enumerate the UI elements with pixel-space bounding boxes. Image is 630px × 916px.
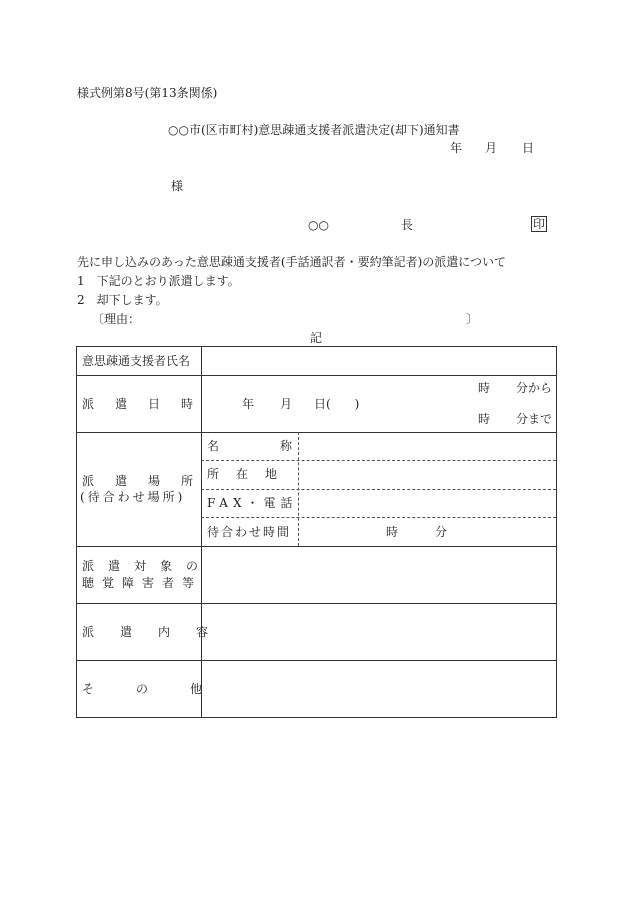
target-label-1: 派遣対象の (82, 559, 213, 573)
meet-min: 分 (435, 525, 448, 539)
page-title: ○○市(区市町村)意思疎通支援者派遣決定(却下)通知書 (168, 123, 460, 137)
option-dispatch: 1 下記のとおり派遣します。 (77, 274, 240, 288)
place-name-label: 名称 (207, 439, 354, 453)
dispatch-month: 月 (280, 397, 293, 411)
meeting-time-label: 待合わせ時間 (207, 525, 292, 539)
ki-heading: 記 (310, 331, 323, 345)
meet-hour: 時 (386, 525, 399, 539)
date-day-label: 日 (522, 141, 535, 155)
option-reject: 2 却下します。 (77, 293, 168, 307)
dispatch-day: 日( ) (314, 397, 360, 411)
place-label: 派遣場所 (82, 474, 215, 488)
supporter-name-label: 意思疎通支援者氏名 (82, 354, 191, 368)
from-hour: 時 (478, 381, 491, 395)
issuer-title: 長 (401, 218, 414, 232)
seal-mark: 印 (533, 217, 546, 231)
place-address-label: 所在地 (207, 467, 295, 481)
content-label: 派遣内容 (82, 625, 235, 639)
date-month-label: 月 (485, 141, 498, 155)
place-sub-label: (待合わせ場所) (80, 490, 186, 504)
addressee-suffix: 様 (171, 179, 184, 193)
dispatch-datetime-label: 派遣日時 (82, 397, 215, 411)
intro-text: 先に申し込みのあった意思疎通支援者(手話通訳者・要約筆記者)の派遣について (77, 255, 507, 269)
place-fax-label: FAX・電話 (207, 496, 298, 510)
dispatch-year: 年 (242, 397, 255, 411)
issuer-name: ○○ (308, 218, 329, 232)
to-hour: 時 (478, 412, 491, 426)
form-number: 様式例第8号(第13条関係) (77, 86, 218, 100)
other-label: その他 (82, 682, 245, 696)
reason-open: 〔理由： (92, 312, 141, 326)
target-label-2: 聴覚障害者等 (82, 576, 203, 590)
date-year-label: 年 (450, 141, 463, 155)
reason-close: 〕 (466, 312, 479, 326)
to-min: 分まで (516, 412, 553, 426)
from-min: 分から (516, 381, 553, 395)
